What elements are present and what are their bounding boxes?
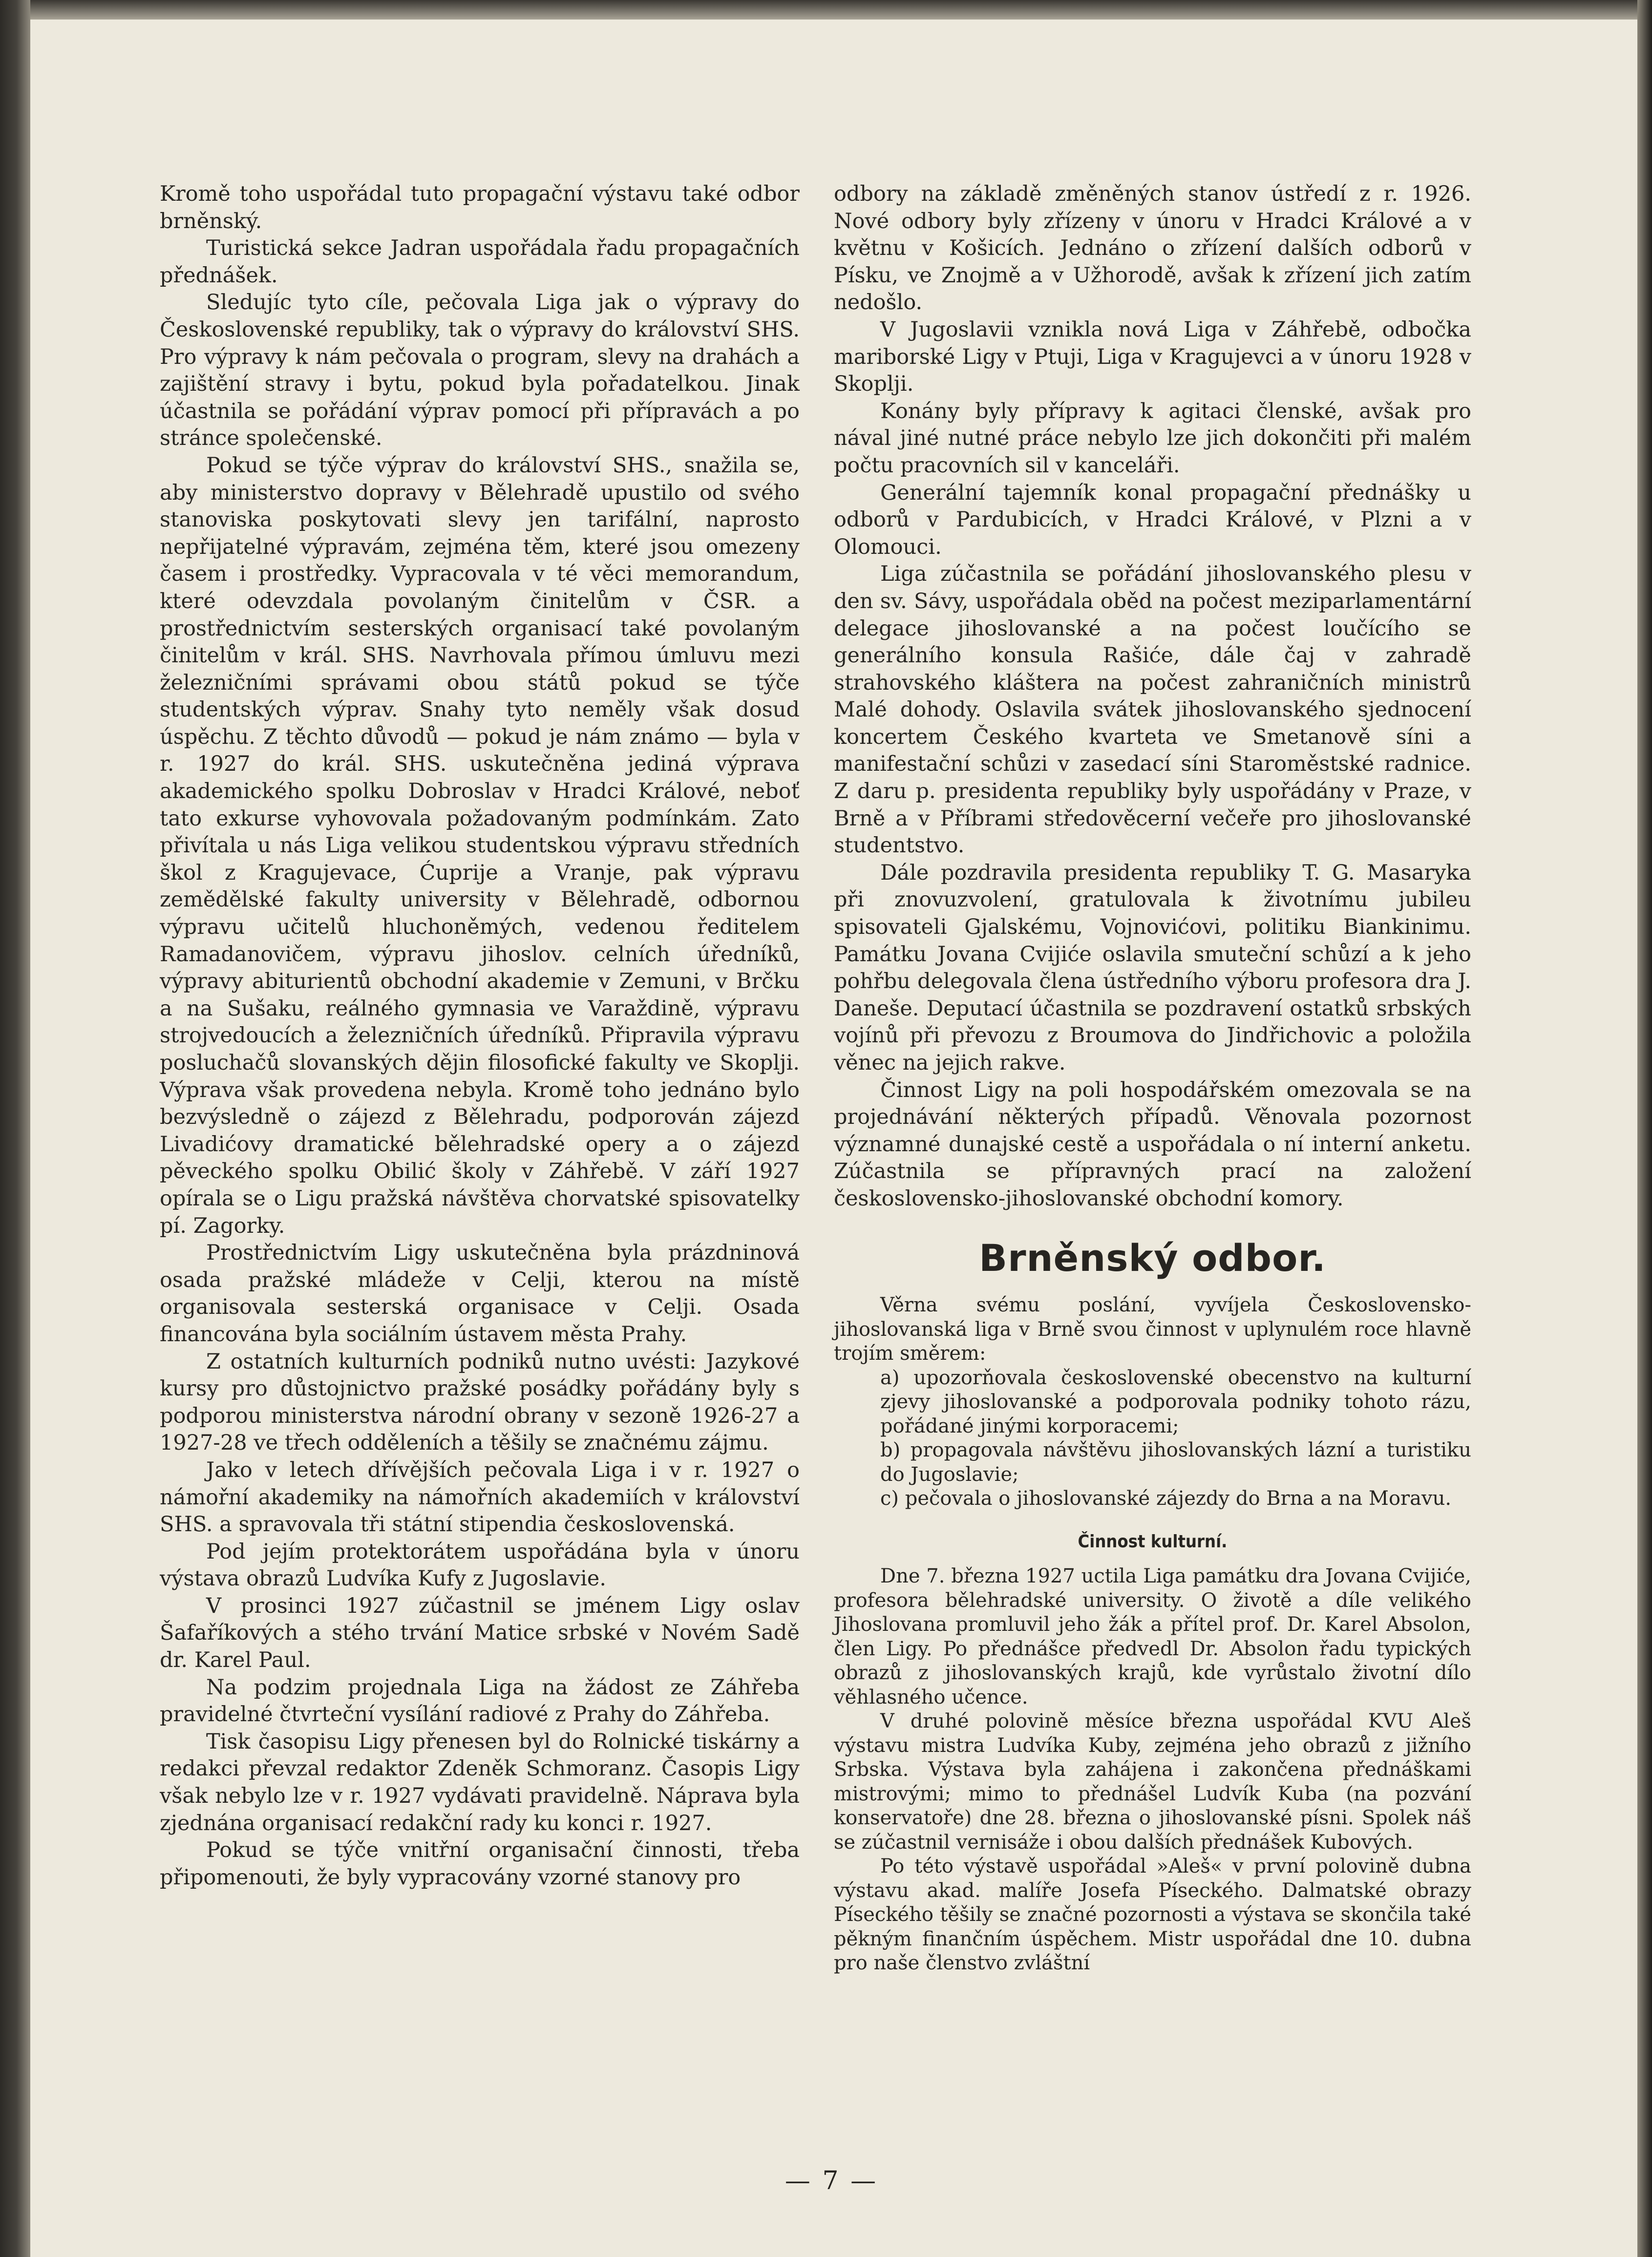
scan-border-top <box>0 0 1652 20</box>
scan-border-right <box>1637 0 1652 2257</box>
paragraph: Tisk časopisu Ligy přenesen byl do Rolnické tiskárny a redakci převzal redaktor Zdeněk Schmoranz. Časopis Ligy však nebylo lze v r. 1927 vydávati pravidelně. Náprava byla zjednána organisací redakční rady ku konci r. 1927. <box>160 1729 800 1835</box>
paragraph: V druhé polovině měsíce března uspořádal KVU Aleš výstavu mistra Ludvíka Kuby, zejména jeho obrazů z jižního Srbska. Výstava byla zahájena i zakončena přednáškami mistrovými; mimo to přednášel Ludvík Kuba (na pozvání konservatoře) dne 28. března o jihoslovanské písni. Spolek náš se zúčastnil vernisáže i obou dalších přednášek Kubových. <box>834 1710 1471 1854</box>
paragraph: Kromě toho uspořádal tuto propagační výstavu také odbor brněnský. <box>160 182 800 233</box>
paragraph: V prosinci 1927 zúčastnil se jménem Ligy oslav Šafaříkových a stého trvání Matice srbské v Novém Sadě dr. Karel Paul. <box>160 1593 800 1673</box>
paragraph: V Jugoslavii vznikla nová Liga v Záhřebě, odbočka mariborské Ligy v Ptuji, Liga v Kragujevci a v únoru 1928 v Skoplji. <box>834 317 1471 397</box>
list-item: b) propagovala návštěvu jihoslovanských lázní a turistiku do Jugoslavie; <box>880 1439 1471 1486</box>
paragraph: Pod jejím protektorátem uspořádána byla v únoru výstava obrazů Ludvíka Kufy z Jugoslavie. <box>160 1539 800 1591</box>
document-page <box>30 20 1637 2257</box>
list-item: c) pečovala o jihoslovanské zájezdy do Brna a na Moravu. <box>880 1487 1452 1510</box>
scan-border-left <box>0 0 30 2257</box>
paragraph: odbory na základě změněných stanov ústředí z r. 1926. Nové odbory byly zřízeny v únoru v Hradci Králové a v květnu v Košicích. Jednáno o zřízení dalších odborů v Písku, ve Znojmě a v Užhorodě, avšak k zřízení jich zatím nedošlo. <box>834 182 1471 315</box>
paragraph: Generální tajemník konal propagační přednášky u odborů v Pardubicích, v Hradci Králové, v Plzni a v Olomouci. <box>834 480 1471 559</box>
page-number: — 7 — <box>784 2166 878 2195</box>
right-column <box>834 181 1471 1976</box>
paragraph: Dne 7. března 1927 uctila Liga památku dra Jovana Cvijiće, profesora bělehradské university. O životě a díle velikého Jihoslovana promluvil jeho žák a přítel prof. Dr. Karel Absolon, člen Ligy. Po přednášce předvedl Dr. Absolon řadu typických obrazů z jihoslovanských krajů, kde vyrůstalo životní dílo věhlasného učence. <box>834 1565 1471 1709</box>
left-column <box>160 181 800 1891</box>
paragraph: Prostřednictvím Ligy uskutečněna byla prázdninová osada pražské mládeže v Celji, kterou na místě organisovala sesterská organisace v Celji. Osada financována byla sociálním ústavem města Prahy. <box>160 1241 800 1347</box>
paragraph: Jako v letech dřívějších pečovala Liga i v r. 1927 o námořní akademiky na námořních akademiích v království SHS. a spravovala tři státní stipendia československá. <box>160 1457 800 1537</box>
section-heading: Brněnský odbor. <box>979 1236 1326 1280</box>
paragraph: Turistická sekce Jadran uspořádala řadu propagačních přednášek. <box>160 236 800 288</box>
list-item: a) upozorňovala československé obecenstvo na kulturní zjevy jihoslovanské a podporovala podniky tohoto rázu, pořádané jinými korporacemi; <box>880 1366 1471 1437</box>
paragraph: Sledujíc tyto cíle, pečovala Liga jak o výpravy do Československé republiky, tak o výpravy do království SHS. Pro výpravy k nám pečovala o program, slevy na drahách a zajištění stravy i bytu, pokud byla pořadatelkou. Jinak účastnila se pořádání výprav pomocí při přípravách a po stránce společenské. <box>160 290 800 451</box>
paragraph: Na podzim projednala Liga na žádost ze Záhřeba pravidelné čtvrteční vysílání radiové z Prahy do Záhřeba. <box>160 1675 800 1727</box>
paragraph: Pokud se týče výprav do království SHS., snažila se, aby ministerstvo dopravy v Bělehradě upustilo od svého stanoviska poskytovati slevy jen tarifální, naprosto nepřijatelné výpravám, zejména těm, které jsou omezeny časem i prostředky. Vypracovala v té věci memorandum, které odevzdala povolaným činitelům v ČSR. a prostřednictvím sesterských organisací také povolaným činitelům v král. SHS. Navrhovala přímou úmluvu mezi železničními správami obou států pokud se týče studentských výprav. Snahy tyto neměly však dosud úspěchu. Z těchto důvodů — pokud je nám známo — byla v r. 1927 do král. SHS. uskutečněna jediná výprava akademického spolku Dobroslav v Hradci Králové, neboť tato exkurse vyhovovala požadovaným podmínkám. Zato přivítala u nás Liga velikou studentskou výpravu středních škol z Kragujevace, Ćuprije a Vranje, pak výpravu zemědělské fakulty university v Bělehradě, odbornou výpravu učitelů hluchoněmých, vedenou ředitelem Ramadanovičem, výpravu jihoslov. celních úředníků, výpravy abiturientů obchodní akademie v Zemuni, v Brčku a na Sušaku, reálného gymnasia ve Varaždině, výpravu strojvedoucích a železničních úředníků. Připravila výpravu posluchačů slovanských dějin filosofické fakulty ve Skoplji. Výprava však provedena nebyla. Kromě toho jednáno bylo bezvýsledně o zájezd z Bělehradu, podporován zájezd Livadićovy dramatické bělehradské opery a o zájezd pěveckého spolku Obilić školy v Záhřebě. V září 1927 opírala se o Ligu pražská návštěva chorvatské spisovatelky pí. Zagorky. <box>160 453 800 1238</box>
subsection-heading: Činnost kulturní. <box>1078 1531 1228 1552</box>
paragraph: Dále pozdravila presidenta republiky T. G. Masaryka při znovuzvolení, gratulovala k životnímu jubileu spisovateli Gjalskému, Vojnovićovi, politiku Biankinimu. Památku Jovana Cvijiće oslavila smuteční schůzí a k jeho pohřbu delegovala člena ústředního výboru profesora dra J. Daneše. Deputací účastnila se pozdravení ostatků srbských vojínů při převozu z Broumova do Jindřichovic a položila věnec na jejich rakve. <box>834 860 1471 1075</box>
paragraph: Z ostatních kulturních podniků nutno uvésti: Jazykové kursy pro důstojnictvo pražské posádky pořádány byly s podporou ministerstva národní obrany v sezoně 1926-27 a 1927-28 ve třech odděleních a těšily se značnému zájmu. <box>160 1349 800 1455</box>
paragraph: Konány byly přípravy k agitaci členské, avšak pro nával jiné nutné práce nebylo lze jich dokončiti při malém počtu pracovních sil v kanceláři. <box>834 399 1471 478</box>
paragraph: Činnost Ligy na poli hospodářském omezovala se na projednávání některých případů. Věnovala pozornost významné dunajské cestě a uspořádala o ní interní anketu. Zúčastnila se přípravných prací na založení československo-jihoslovanské obchodní komory. <box>834 1077 1471 1211</box>
paragraph: Pokud se týče vnitřní organisační činnosti, třeba připomenouti, že byly vypracovány vzorné stanovy pro <box>160 1838 800 1890</box>
section-body <box>834 1293 1471 1976</box>
paragraph: Liga zúčastnila se pořádání jihoslovanského plesu v den sv. Sávy, uspořádala oběd na počest meziparlamentární delegace jihoslovanské a na počest loučícího se generálního konsula Rašiće, dále čaj v zahradě strahovského kláštera na počest zahraničních ministrů Malé dohody. Oslavila svátek jihoslovanského sjednocení koncertem Českého kvarteta ve Smetanově síni a manifestační schůzi v zasedací síni Staroměstské radnice. Z daru p. presidenta republiky byly uspořádány v Praze, v Brně a v Příbrami středověcerní večeře pro jihoslovanské studentstvo. <box>834 562 1471 858</box>
paragraph: Po této výstavě uspořádal »Aleš« v první polovině dubna výstavu akad. malíře Josefa Píseckého. Dalmatské obrazy Píseckého těšily se značné pozornosti a výstava se skončila také pěkným finančním úspěchem. Mistr uspořádal dne 10. dubna pro naše členstvo zvláštní <box>834 1855 1471 1975</box>
section-intro: Věrna svému poslání, vyvíjela Československo-jihoslovanská liga v Brně svou činnost v uplynulém roce hlavně trojím směrem: <box>834 1294 1471 1365</box>
